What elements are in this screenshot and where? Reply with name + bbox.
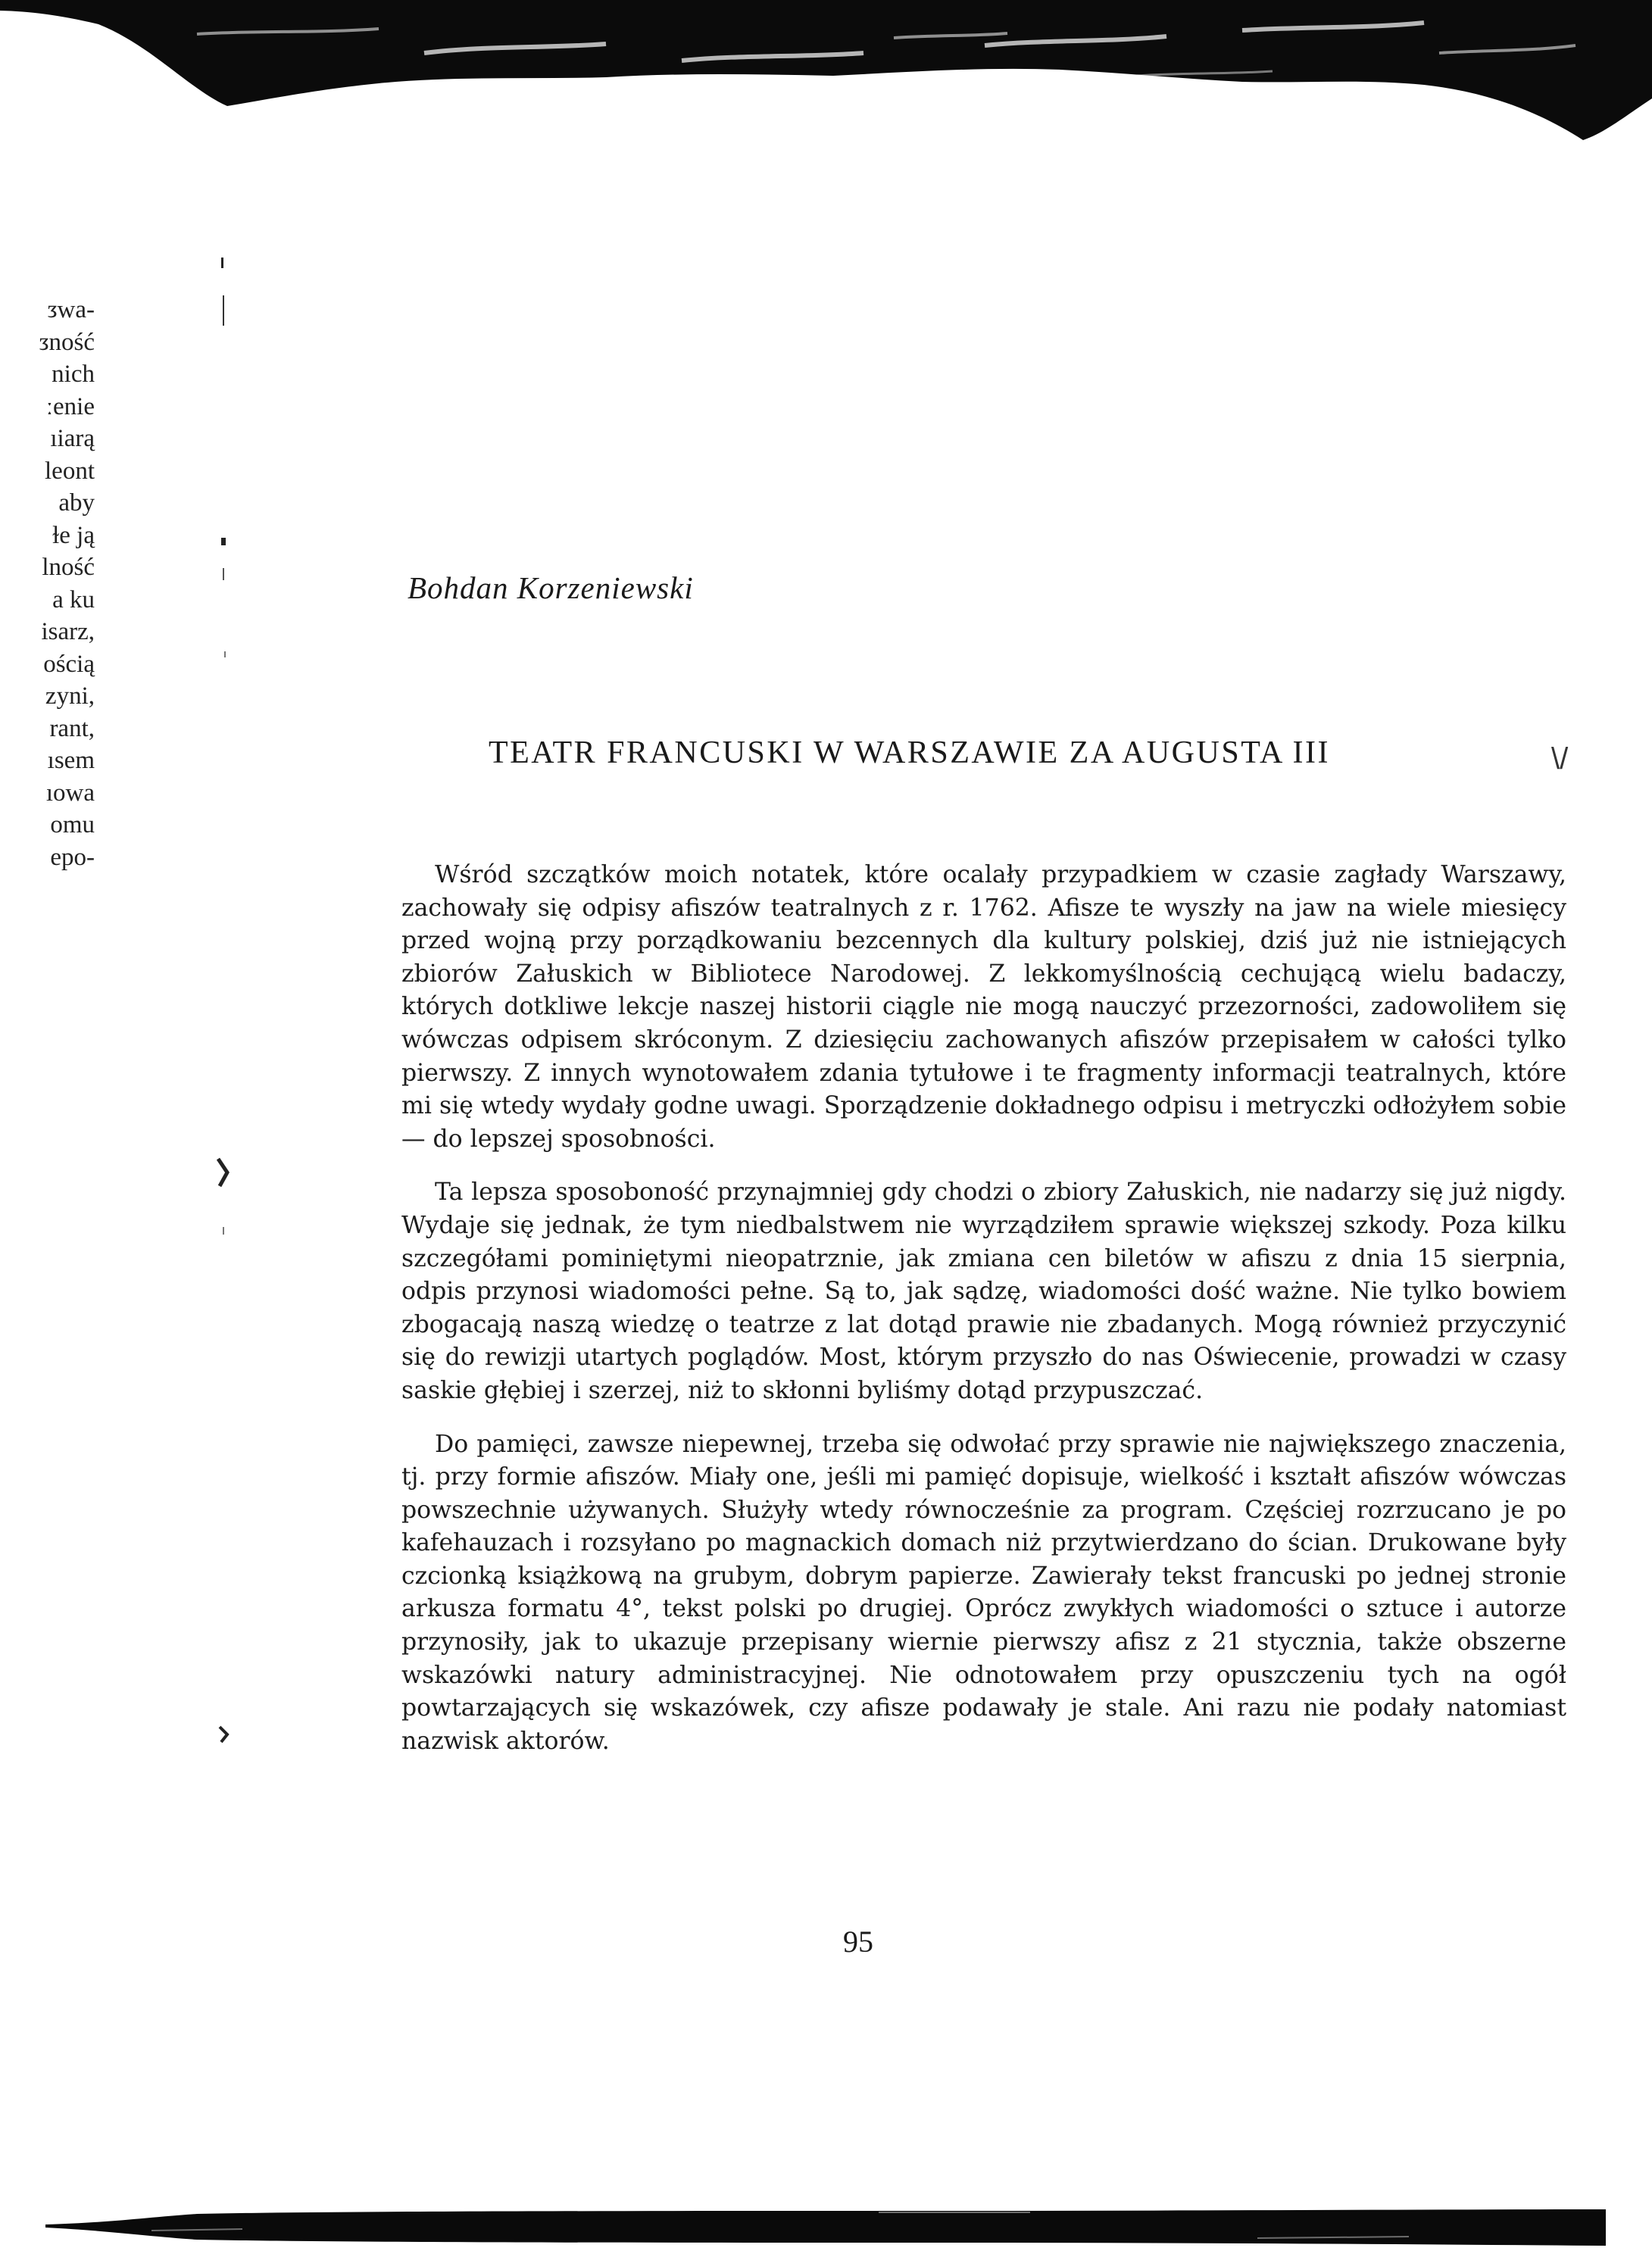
article-title: TEATR FRANCUSKI W WARSZAWIE ZA AUGUSTA III <box>489 735 1330 770</box>
page-number: 95 <box>843 1925 873 1959</box>
bleed-line: rant, <box>49 714 95 742</box>
bleed-line: omu <box>50 811 95 838</box>
margin-check-mark: \/ <box>1551 742 1569 776</box>
bleed-line: ością <box>43 650 95 678</box>
facing-page-bleed-text <box>0 294 95 873</box>
paragraph: Do pamięci, zawsze niepewnej, trzeba się odwołać przy sprawie nie największego znaczenia, tj. przy formie afiszów. Miały one, jeśli mi pamięć dopisuje, wielkość i kształt afiszów wówczas powszechnie używanych. Służyły wtedy równocześnie za program. Częściej rozrzucano je po kafehauzach i rozsyłano po magnackich domach niż przytwierdzano do ścian. Drukowane były czcionką książkową na grubym, dobrym papierze. Zawierały tekst francuski po jednej stronie arkusza formatu 4°, tekst polski po drugiej. Oprócz zwykłych wiadomości o sztuce i autorze przynosiły, jak to ukazuje przepisany wiernie pierwszy afisz z 21 stycznia, także obszerne wskazówki natury administracyjnej. Nie odnotowałem przy opuszczeniu tych na ogół powtarzających się wskazówek, czy afisze podawały je stale. Ani razu nie podały natomiast nazwisk aktorów. <box>401 1430 1566 1755</box>
bleed-line: aby <box>58 489 95 517</box>
bleed-line: ːenie <box>45 392 95 420</box>
scan-edge-bottom <box>45 2200 1606 2251</box>
bleed-line: ᴣwa- <box>47 296 95 323</box>
bleed-line: isarz, <box>41 618 95 645</box>
paragraph: Ta lepsza sposoboność przynajmniej gdy chodzi o zbiory Załuskich, nie nadarzy się już nigdy. Wydaje się jednak, że tym niedbalstwem nie wyrządziłem sprawie większej szkody. Poza kilku szczegółami pominiętymi nieopatrznie, jak zmiana cen biletów w afiszu z dnia 15 sierpnia, odpis przynosi wiadomości pełne. Są to, jak sądzę, wiadomości dość ważne. Nie tylko bowiem zbogacają naszą wiedzę o teatrze z lat dotąd prawie nie zbadanych. Mogą również przyczynić się do rewizji utartych poglądów. Most, którym przyszło do nas Oświecenie, prowadzi w czasy saskie głębiej i szerzej, niż to skłonni byliśmy dotąd przypuszczać. <box>401 1179 1566 1404</box>
bleed-line: leont <box>45 457 95 485</box>
bleed-line: nich <box>52 361 95 388</box>
scan-edge-top <box>0 0 1652 151</box>
article-body <box>401 859 1566 1778</box>
bleed-line: epo- <box>50 843 95 871</box>
paragraph: Wśród szczątków moich notatek, które ocalały przypadkiem w czasie zagłady Warszawy, zachowały się odpisy afiszów teatralnych z r. 1762. Afisze te wyszły na jaw na wiele miesięcy przed wojną przy porządkowaniu bezcennych dla kultury polskiej, dziś już nie istniejących zbiorów Załuskich w Bibliotece Narodowej. Z lekkomyślnością cechującą wielu badaczy, których dotkliwe lekcje naszej historii ciągle nie mogą nauczyć przezorności, zadowoliłem się wówczas odpisem skróconym. Z dziesięciu zachowanych afiszów przepisałem w całości tylko pierwszy. Z innych wynotowałem zdania tytułowe i te fragmenty informacji teatralnych, które mi się wtedy wydały godne uwagi. Sporządzenie dokładnego odpisu i metryczki odłożyłem sobie — do lepszej sposobności. <box>401 861 1566 1153</box>
bleed-line: ᴣność <box>39 328 95 356</box>
bleed-line: lność <box>42 554 95 581</box>
bleed-line: zyni, <box>45 682 95 710</box>
author-name: Bohdan Korzeniewski <box>408 570 694 605</box>
bleed-line: ıowa <box>45 779 95 807</box>
bleed-line: ısem <box>47 747 95 774</box>
bleed-line: a ku <box>52 585 95 613</box>
bleed-line: ɫe ją <box>52 521 95 549</box>
gutter-specks <box>205 250 250 1765</box>
bleed-line: ıiarą <box>50 425 95 452</box>
